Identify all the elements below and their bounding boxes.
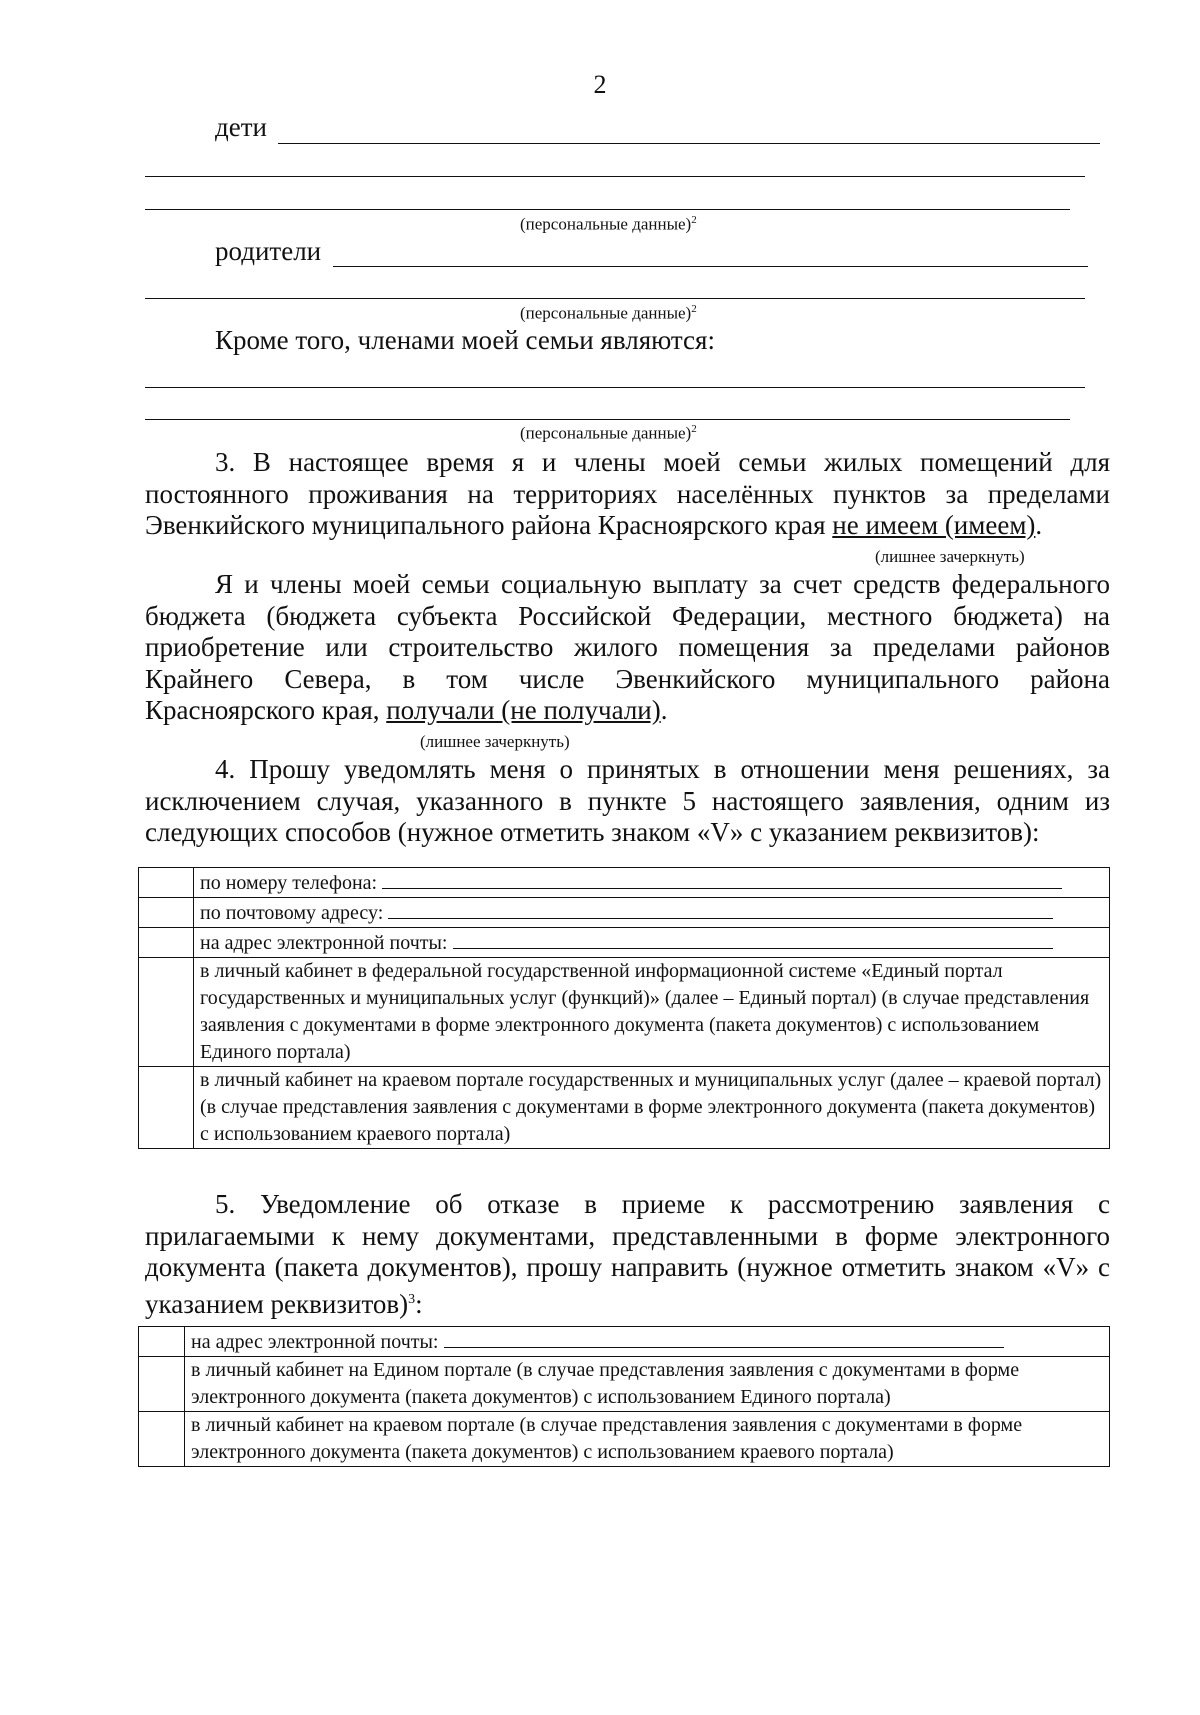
table-row	[139, 928, 1110, 958]
option-refusal-email: на адрес электронной почты:	[185, 1327, 1110, 1357]
option-refusal-regional-portal: в личный кабинет на краевом портале (в случае представления заявления с документами в форме электронного документа (пакета документов) с использованием краевого портала)	[185, 1412, 1110, 1467]
option-phone: по номеру телефона:	[194, 868, 1110, 898]
children-label: дети	[215, 112, 267, 142]
item4-paragraph: 4. Прошу уведомлять меня о принятых в отношении меня решениях, за исключением случая, указанного в пункте 5 настоящего заявления, одним из следующих способов (нужное отметить знаком «V» с указанием реквизитов):	[145, 754, 1110, 847]
parents-label: родители	[215, 236, 322, 266]
other-members-line-1[interactable]	[145, 387, 1085, 388]
table-row	[139, 1327, 1110, 1357]
email-field[interactable]	[453, 928, 1053, 949]
personal-data-caption: (персональные данные)$^2$	[520, 423, 697, 443]
children-line-3[interactable]	[145, 209, 1070, 210]
refusal-email-field[interactable]	[444, 1327, 1004, 1348]
option-email: на адрес электронной почты:	[194, 928, 1110, 958]
checkbox-phone[interactable]	[139, 868, 194, 898]
parents-line-2[interactable]	[145, 298, 1085, 299]
checkbox-refusal-email[interactable]	[139, 1327, 185, 1357]
table-row	[139, 958, 1110, 1067]
checkbox-refusal-regional-portal[interactable]	[139, 1412, 185, 1467]
table-row	[139, 898, 1110, 928]
strike-note: (лишнее зачеркнуть)	[875, 547, 1025, 566]
page-number: 2	[593, 70, 607, 99]
checkbox-regional-portal[interactable]	[139, 1067, 194, 1149]
personal-data-caption: (персональные данные)$^2$	[520, 303, 697, 323]
option-refusal-unified-portal: в личный кабинет на Едином портале (в случае представления заявления с документами в форме электронного документа (пакета документов) с использованием Единого портала)	[185, 1357, 1110, 1412]
phone-field[interactable]	[382, 868, 1062, 889]
refusal-notification-table	[138, 1326, 1110, 1467]
other-members-label: Кроме того, членами моей семьи являются:	[215, 325, 715, 355]
checkbox-unified-portal[interactable]	[139, 958, 194, 1067]
checkbox-email[interactable]	[139, 928, 194, 958]
option-regional-portal: в личный кабинет на краевом портале государственных и муниципальных услуг (далее – краевой портал) (в случае представления заявления с документами в форме электронного документа (пакета документов) с использованием краевого портала)	[194, 1067, 1110, 1149]
strike-note: (лишнее зачеркнуть)	[420, 732, 570, 751]
item3-paragraph: 3. В настоящее время я и члены моей семьи жилых помещений для постоянного проживания на территориях населённых пунктов за пределами Эвенкийского муниципального района Красноярского края не имеем (имеем).	[145, 447, 1110, 540]
housing-choice[interactable]: не имеем (имеем)	[832, 510, 1036, 540]
notification-methods-table	[138, 867, 1110, 1149]
table-row	[139, 1357, 1110, 1412]
checkbox-refusal-unified-portal[interactable]	[139, 1357, 185, 1412]
item3-payment-paragraph: Я и члены моей семьи социальную выплату за счет средств федерального бюджета (бюджета субъекта Российской Федерации, местного бюджета) на приобретение или строительство жилого помещения за пределами районов Крайнего Севера, в том числе Эвенкийского муниципального района Красноярского края, получали (не получали).	[145, 569, 1110, 725]
children-line-2[interactable]	[145, 176, 1085, 177]
option-unified-portal: в личный кабинет в федеральной государственной информационной системе «Единый портал государственных и муниципальных услуг (функций)» (далее – Единый портал) (в случае представления заявления с документами в форме электронного документа (пакета документов) с использованием Единого портала)	[194, 958, 1110, 1067]
personal-data-caption: (персональные данные)$^2$	[520, 214, 697, 234]
children-line-1[interactable]	[278, 143, 1100, 144]
table-row	[139, 868, 1110, 898]
item5-paragraph: 5. Уведомление об отказе в приеме к рассмотрению заявления с прилагаемыми к нему документами, представленными в форме электронного документа (пакета документов), прошу направить (нужное отметить знаком «V» с указанием реквизитов)$^3$:	[145, 1189, 1110, 1319]
postal-address-field[interactable]	[388, 898, 1053, 919]
table-row	[139, 1412, 1110, 1467]
payment-choice[interactable]: получали (не получали)	[386, 695, 661, 725]
other-members-line-2[interactable]	[145, 419, 1070, 420]
checkbox-postal[interactable]	[139, 898, 194, 928]
parents-line-1[interactable]	[333, 266, 1088, 267]
table-row	[139, 1067, 1110, 1149]
option-postal: по почтовому адресу:	[194, 898, 1110, 928]
